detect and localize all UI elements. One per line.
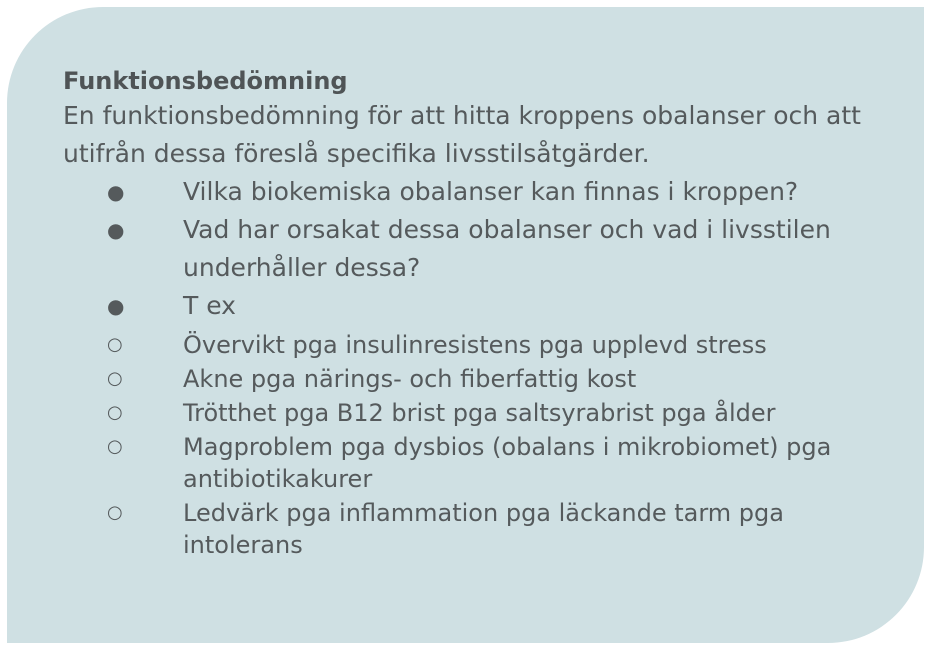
- sub-list-item: [63, 497, 884, 561]
- list-item-text: T ex: [183, 291, 236, 320]
- circle-bullet-icon: ○: [107, 334, 123, 355]
- card-title: Funktionsbedömning: [63, 67, 348, 95]
- sub-bullet-list: [63, 329, 884, 561]
- list-item-text: Vad har orsakat dessa obalanser och vad i livsstilen underhåller dessa?: [183, 215, 831, 282]
- bullet-icon: ●: [107, 180, 125, 204]
- sub-list-item-text: Akne pga närings- och fiberfattig kost: [183, 365, 637, 393]
- bullet-icon: ●: [107, 294, 125, 318]
- list-item: [63, 173, 884, 211]
- circle-bullet-icon: ○: [107, 502, 123, 523]
- list-item: [63, 287, 884, 561]
- bullet-icon: ●: [107, 218, 125, 242]
- list-item: [63, 211, 884, 287]
- sub-list-item: [63, 397, 884, 429]
- sub-list-item-text: Trötthet pga B12 brist pga saltsyrabrist pga ålder: [183, 399, 776, 427]
- sub-list-item-text: Ledvärk pga inflammation pga läckande tarm pga intolerans: [183, 499, 784, 559]
- bullet-list: [63, 173, 884, 561]
- circle-bullet-icon: ○: [107, 368, 123, 389]
- sub-list-item-text: Magproblem pga dysbios (obalans i mikrobiomet) pga antibiotikakurer: [183, 433, 832, 493]
- sub-list-item: [63, 363, 884, 395]
- sub-list-item: [63, 431, 884, 495]
- content-card: [7, 7, 924, 643]
- circle-bullet-icon: ○: [107, 402, 123, 423]
- circle-bullet-icon: ○: [107, 436, 123, 457]
- list-item-text: Vilka biokemiska obalanser kan finnas i kroppen?: [183, 177, 799, 206]
- sub-list-item-text: Övervikt pga insulinresistens pga upplevd stress: [183, 331, 767, 359]
- card-intro: En funktionsbedömning för att hitta kroppens obalanser och att utifrån dessa föreslå specifika livsstilsåtgärder.: [63, 101, 861, 168]
- sub-list-item: [63, 329, 884, 361]
